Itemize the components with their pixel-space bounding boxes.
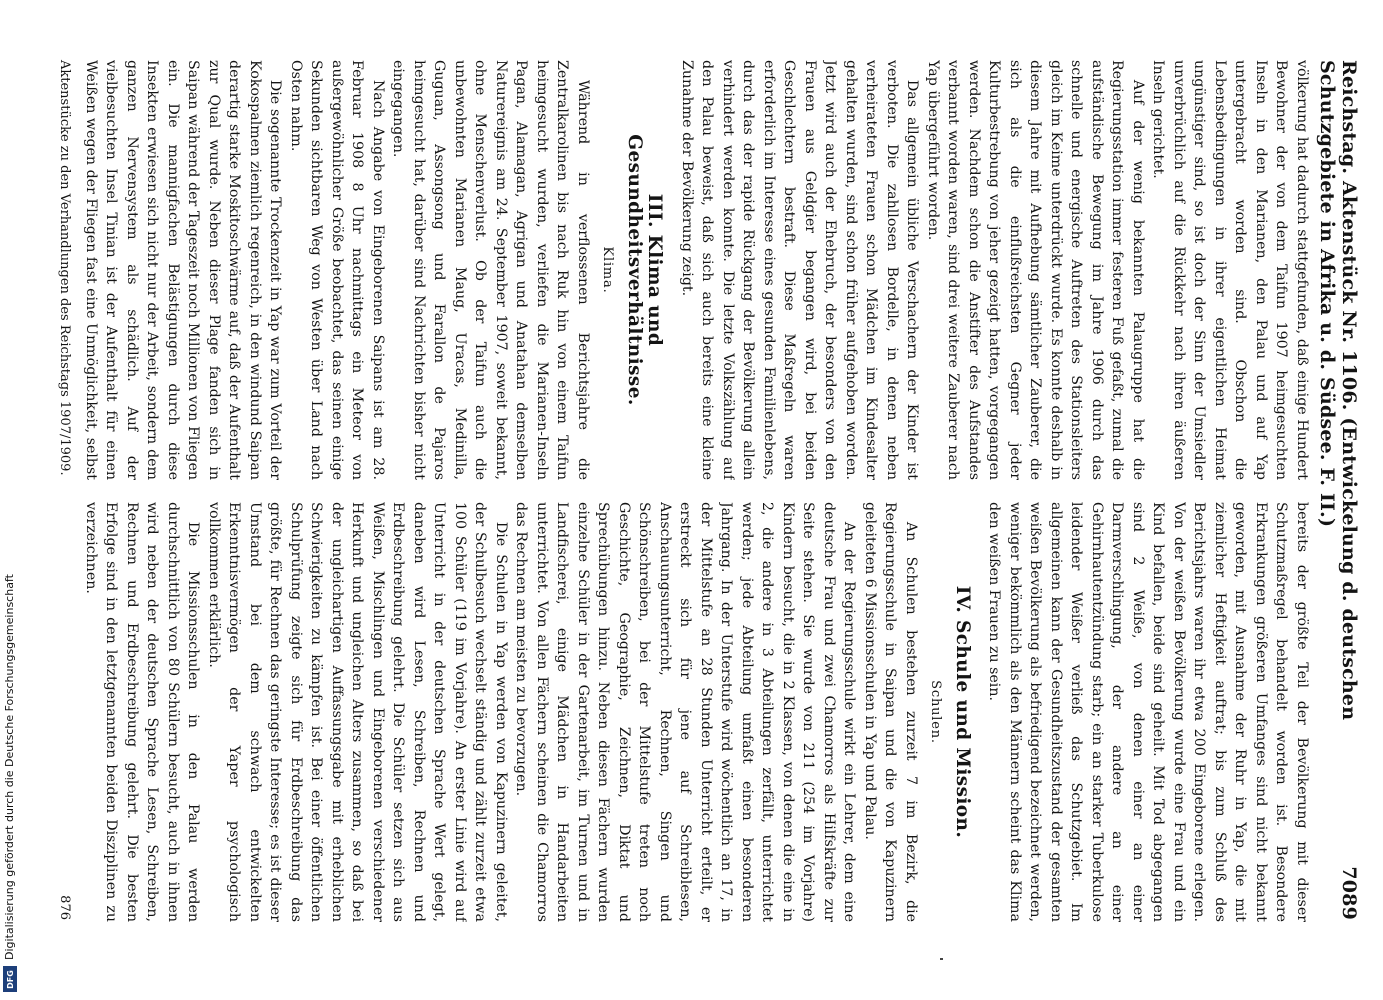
header-title: Reichstag. Aktenstück Nr. 1106. (Entwickelung d. deutschen Schutzgebiete in Afrika u. d. Südsee. F. II.) [1316, 60, 1360, 721]
dfg-credit-text: Digitalisierung gefördert durch die Deutsche Forschungsgemeinschaft [3, 574, 16, 960]
paragraph: bereits der größte Teil der Bevölkerung mit dieser Schutzmaßregel behandelt worden ist. Besondere Erkrankungen größeren Umfanges sind nicht bekannt geworden, mit Ausnahme der Ruhr in Yap, die mit ziemlicher Heftigkeit auftrat; bis zum Schluß des Berichtsjahrs waren ihr etwa 200 Eingeborene erlegen. Von der weißen Bevölkerung wurde eine Frau und ein Kind befallen, beide sind geheilt. Mit Tod abgegangen sind 2 Weiße, von denen einer an einer Darmverschlingung, der andere an einer Gehirnhautentzündung starb; ein an starker Tuberkulose leidender Weißer verließ das Schutzgebiet. Im allgemeinen kann der Gesundheitszustand der gesamten weißen Bevölkerung als befriedigend bezeichnet werden, weniger bekömmlich als den Männern scheint das Klima den weißen Frauen zu sein. [986, 502, 1310, 922]
paragraph: Das allgemein übliche Verschachern der Kinder ist verboten. Die zahllosen Bordelle, in denen neben verheirateten Frauen schon Mädchen im Kindesalter gehalten wurden, sind schon früher aufgehoben worden. Jetzt wird auch der Ehebruch, der besonders von den Frauen aus Geldgier begangen wird, bei beiden Geschlechtern bestraft. Diese Maßregeln waren erforderlich im Interesse eines gesunden Familienlebens, durch das der rapide Rückgang der Bevölkerung allein verhindert werden konnte. Die letzte Volkszählung auf den Palau beweist, daß sich auch bereits eine kleine Zunahme der Bevölkerung zeigt. [679, 60, 921, 480]
section-heading-school-mission: IV. Schule und Mission. [952, 585, 973, 839]
subheading-schools: Schulen. [928, 680, 944, 744]
paragraph: völkerung hat dadurch stattgefunden, daß einige Hundert Bewohner der von dem Taifun 1907 heimgesuchten Inseln in den Marianen, den Palau und auf Yap untergebracht worden sind. Obschon die Lebensbedingungen in ihrer eigentlichen Heimat ungünstiger sind, so ist doch der Sinn der Umsiedler unverbrüchlich auf die Rückkehr nach ihren äußeren Inseln gerichtet. [1150, 60, 1310, 480]
page-header [1316, 60, 1360, 920]
footer-page-number: 876 [57, 895, 72, 920]
paragraph: An Schulen bestehen zurzeit 7 im Bezirk, die Regierungsschule in Saipan und die von Kapuzinern geleiteten 6 Missionsschulen in Yap und Palau. [862, 502, 919, 922]
section-heading-climate-health: III. Klima und Gesundheitsverhältnisse. [624, 134, 666, 406]
dfg-logo-text: DFG [5, 969, 15, 989]
scan-speck [940, 958, 943, 960]
paragraph: Die Schulen in Yap werden von Kapuzinern geleitet, der Schulbesuch wechselt ständig und zählt zurzeit etwa 100 Schüler (119 im Vorjahre). An erster Linie wird auf Unterricht in der deutschen Sprache Wert gelegt, daneben wird Lesen, Schreiben, Rechnen und Erdbeschreibung gelehrt. Die Schüler setzen sich aus Weißen, Mischlingen und Eingeborenen verschiedener Herkunft und ungleichen Alters zusammen, so daß bei der ungleichartigen Auffassungsgabe mit erheblichen Schwierigkeiten zu kämpfen ist. Bei einer öffentlichen Schulprüfung zeigte sich für Erdbeschreibung das größte, für Rechnen das geringste Interesse; es ist dieser Umstand bei dem schwach entwickelten Erkenntnisvermögen der Yaper psychologisch vollkommen erklärlich. [206, 502, 509, 922]
footer-note: Aktenstücke zu den Verhandlungen des Reichstags 1907/1909. [57, 60, 72, 476]
paragraph: Die sogenannte Trockenzeit in Yap war zum Vorteil der Kokospalmen ziemlich regenreich, in den windund Saipan derartig starke Moskitoschwärme auf, daß der Aufenthalt zur Qual wurde. Neben dieser Plage fanden sich in Saipan während der Tageszeit noch Millionen von Fliegen ein. Die mannigfachen Belästigungen durch diese Insekten erwiesen sich nicht nur der Arbeit, sondern dem ganzen Nervensystem als schädlich. Auf der vielbesuchten Insel Tinian ist der Aufenthalt für einen Weißen wegen der Fliegen fast eine Unmöglichkeit, selbst [83, 60, 284, 480]
subheading-climate: Klima. [600, 246, 616, 294]
page-footer [46, 60, 72, 920]
right-column [82, 502, 1312, 922]
left-column [82, 60, 1312, 480]
paragraph: Auf der wenig bekannten Palaugruppe hat die Regierungsstation immer festeren Fuß gefaßt, zumal die aufständische Bewegung im Jahre 1906 durch das schnelle und energische Auftreten des Stationsleiters gleich im Keime unterdrückt wurde. Es konnte deshalb in diesem Jahre mit Aufhebung sämtlicher Zauberer, die sich als die einflußreichsten Gegner jeder Kulturbestrebung von jeher gezeigt hatten, vorgegangen werden. Nachdem schon die Anstifter des Aufstandes verbannt worden waren, sind drei weitere Zauberer nach Yap übergeführt worden. [925, 60, 1146, 480]
dfg-credit [2, 0, 18, 1000]
paragraph: Während in verflossenen Berichtsjahre die Zentralkarolinen bis nach Ruk hin von einem Taifun heimgesucht wurden, verliefen die Marianen-Inseln Pagan, Alamagan, Agrigan und Anatahan demselben Naturereignis am 24. September 1907, soweit bekannt, ohne Menschenverlust. Ob der Taifun auch die unbewohnten Marianen Maug, Uracas, Medinilla, Guguan, Assongsong und Farallon de Pajaros heimgesucht hat, darüber sind Nachrichten bisher nicht eingegangen. [390, 60, 591, 480]
paragraph: Die Missionsschulen in den Palau werden durchschnittlich von 80 Schülern besucht, auch in ihnen wird neben der deutschen Sprache Lesen, Schreiben, Rechnen und Erdbeschreibung gelehrt. Die besten Erfolge sind in den letztgenannten beiden Disziplinen zu verzeichnen. [83, 502, 202, 922]
paragraph: An der Regierungsschule wirkt ein Lehrer, dem eine deutsche Frau und zwei Chamorros als Hilfskräfte zur Seite stehen. Sie wurde von 211 (254 im Vorjahre) Kindern besucht, die in 2 Klassen, von denen die eine in 2, die andere in 3 Abteilungen zerfällt, unterrichtet werden; jede Abteilung umfaßt einen besonderen Jahrgang. In der Unterstufe wird wöchentlich an 17, in der Mittelstufe an 28 Stunden Unterricht erteilt, er erstreckt sich für jene auf Schreiblesen, Anschauungsunterricht, Rechnen, Singen und Schönschreiben, bei der Mittelstufe treten noch Geschichte, Geographie, Zeichnen, Diktat und Sprechübungen hinzu. Neben diesen Fächern wurden einzelne Schüler in der Gartenarbeit, im Turnen und in Landfischerei, einige Mädchen in Handarbeiten unterrichtet. Von allen Fächern scheinen die Chamorros das Rechnen am meisten zu bevorzugen. [513, 502, 858, 922]
document-page [40, 40, 1360, 940]
dfg-logo-icon [3, 966, 17, 992]
paragraph: Nach Angabe von Eingeborenen Saipans ist am 28. Februar 1908 8 Uhr nachmittags ein Meteor von außergewöhnlicher Größe beobachtet, das seinen einige Sekunden sichtbaren Weg von Westen über Land nach Osten nahm. [288, 60, 386, 480]
header-page-number: 7089 [1338, 866, 1360, 920]
